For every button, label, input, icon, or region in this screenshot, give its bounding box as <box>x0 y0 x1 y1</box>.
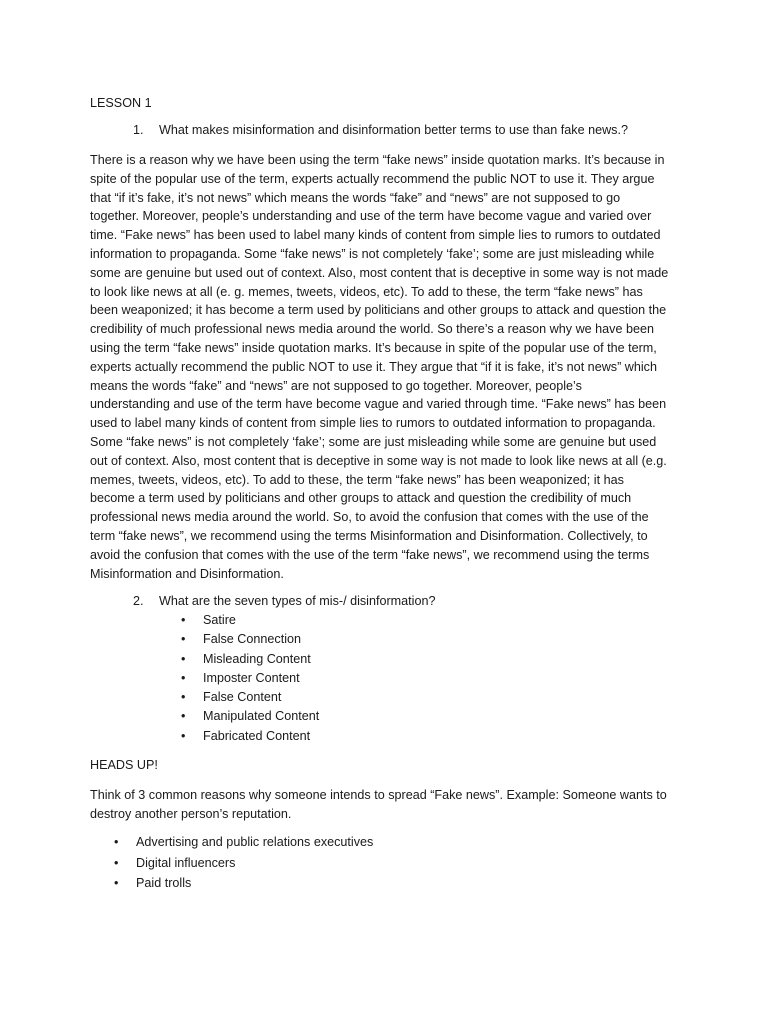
paragraph-line: There is a reason why we have been using the term “fake news” inside quotation marks. It’s because in <box>90 153 665 167</box>
question-1 <box>133 122 628 138</box>
paragraph-line: that “if it’s fake, it’s not news” which means the words “fake” and “news” are not supposed to go <box>90 190 621 205</box>
paragraph-line: credibility of much professional news media around the world. So there’s a reason why we have been <box>90 322 655 337</box>
paragraph-line: understanding and use of the term have become vague and varied through time. “Fake news” has been <box>90 397 667 412</box>
paragraph-line: memes, tweets, videos, etc). To add to these, the term “fake news” has been weaponized; it has <box>90 472 624 487</box>
paragraph-line: been weaponized; it has become a term used by politicians and other groups to attack and question the <box>90 303 667 318</box>
question-1-text: What makes misinformation and disinformation better terms to use than fake news.? <box>159 123 628 137</box>
paragraph-line: professional news media around the world. So, to avoid the confusion that comes with the use of the <box>90 510 649 525</box>
paragraph-line: experts actually recommend the public NOT to use it. They argue that “if it is fake, it’s not news” which <box>90 359 657 374</box>
paragraph-line: means the words “fake” and “news” are not supposed to go together. Moreover, people’s <box>90 378 582 393</box>
list-item: • Fabricated Content <box>178 727 319 746</box>
paragraph-line: avoid the confusion that comes with the use of the term “fake news”, we recommend using the terms <box>90 547 650 562</box>
answer-1-paragraph <box>90 151 678 583</box>
paragraph-line: some are genuine but used out of context. Also, most content that is deceptive in some way is not made <box>90 265 669 280</box>
list-item: • Imposter Content <box>178 669 319 688</box>
paragraph-line: Think of 3 common reasons why someone intends to spread “Fake news”. Example: Someone wants to <box>90 788 667 802</box>
paragraph-line: together. Moreover, people’s understanding and use of the term have become vague and varied over <box>90 209 652 224</box>
question-1-number: 1. <box>133 123 144 137</box>
think-paragraph <box>90 786 680 824</box>
list-item: • Paid trolls <box>111 873 373 894</box>
heads-up-heading: HEADS UP! <box>90 758 158 772</box>
list-item: • False Connection <box>178 630 319 649</box>
paragraph-line: Some “fake news” is not completely ‘fake’; some are just misleading while some are genuine but used <box>90 434 657 449</box>
lesson-title: LESSON 1 <box>90 96 152 110</box>
question-2 <box>133 593 436 609</box>
paragraph-line: used to label many kinds of content from simple lies to rumors to outdated information to propaganda. <box>90 416 656 431</box>
paragraph-line: information to propaganda. Some “fake news” is not completely ‘fake’; some are just misleading while <box>90 246 655 261</box>
paragraph-line: out of context. Also, most content that is deceptive in some way is not made to look like news at all (e.g. <box>90 453 667 468</box>
paragraph-line: become a term used by politicians and other groups to attack and question the credibility of much <box>90 491 632 506</box>
paragraph-line: Misinformation and Disinformation. <box>90 566 284 581</box>
paragraph-line: time. “Fake news” has been used to label many kinds of content from simple lies to rumors to outdated <box>90 228 661 243</box>
list-item: • Satire <box>178 611 319 630</box>
list-item: • Misleading Content <box>178 650 319 669</box>
types-list <box>178 611 319 746</box>
question-2-text: What are the seven types of mis-/ disinformation? <box>159 594 436 608</box>
paragraph-line: to look like news at all (e. g. memes, tweets, videos, etc). To add to these, the term “fake news” has <box>90 284 643 299</box>
paragraph-line: spite of the popular use of the term, experts actually recommend the public NOT to use it. They argue <box>90 171 655 186</box>
paragraph-line: term “fake news”, we recommend using the terms Misinformation and Disinformation. Collectively, to <box>90 528 648 543</box>
question-2-number: 2. <box>133 594 144 608</box>
list-item: • Digital influencers <box>111 853 373 874</box>
paragraph-line: destroy another person’s reputation. <box>90 807 292 821</box>
list-item: • False Content <box>178 688 319 707</box>
list-item: • Manipulated Content <box>178 707 319 726</box>
list-item: • Advertising and public relations executives <box>111 832 373 853</box>
paragraph-line: using the term “fake news” inside quotation marks. It’s because in spite of the popular use of the term, <box>90 340 657 355</box>
reasons-list <box>111 832 373 894</box>
